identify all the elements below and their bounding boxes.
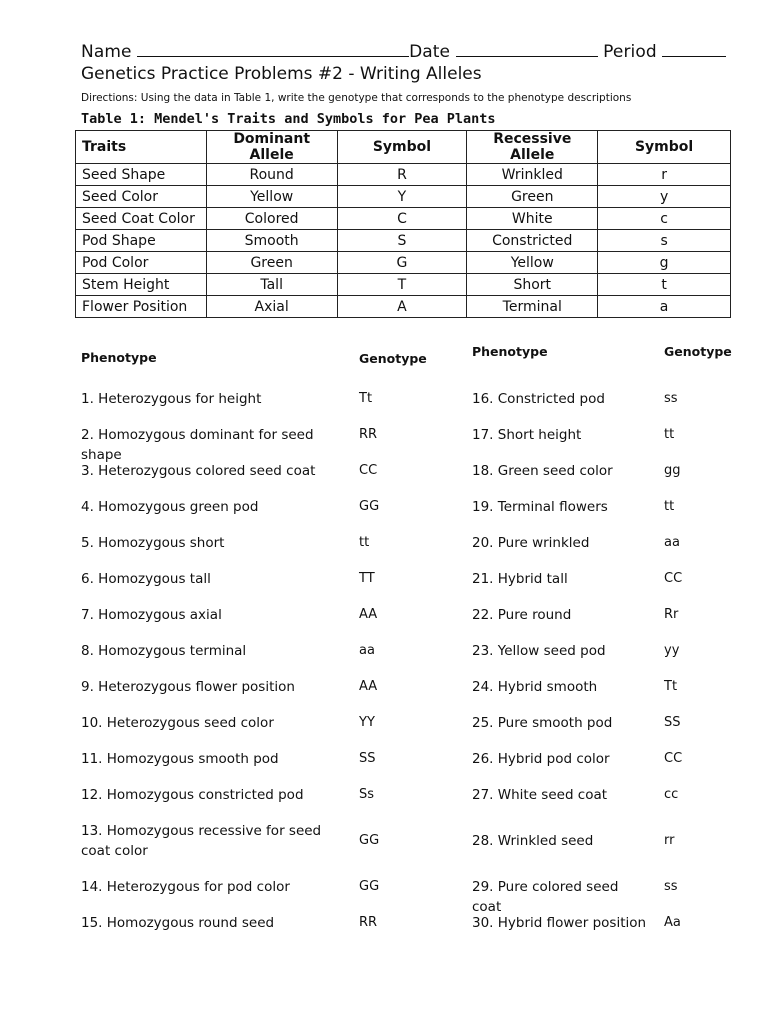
phenotype-description: 19. Terminal flowers — [472, 499, 608, 515]
genotype-answer[interactable]: SS — [664, 715, 681, 730]
phenotype-description: 11. Homozygous smooth pod — [81, 751, 279, 767]
student-info-line — [81, 38, 726, 62]
phenotype-description: 24. Hybrid smooth — [472, 679, 598, 695]
period-field[interactable] — [662, 38, 726, 57]
phenotype-description: 17. Short height — [472, 427, 582, 443]
table-cell: g — [598, 252, 731, 274]
genotype-answer[interactable]: GG — [359, 499, 380, 514]
genotype-answer[interactable]: gg — [664, 463, 681, 478]
genotype-answer[interactable]: RR — [359, 915, 378, 930]
table-cell: White — [467, 208, 598, 230]
genotype-answer[interactable]: tt — [359, 535, 370, 550]
table-row — [76, 186, 731, 208]
phenotype-description: 18. Green seed color — [472, 463, 613, 479]
table-cell: Y — [337, 186, 467, 208]
genotype-answer[interactable]: CC — [664, 571, 683, 586]
table-cell: Constricted — [467, 230, 598, 252]
table-cell: C — [337, 208, 467, 230]
genotype-answer[interactable]: Aa — [664, 915, 681, 930]
genotype-answer[interactable]: AA — [359, 607, 378, 622]
phenotype-description: 23. Yellow seed pod — [472, 643, 606, 659]
table-row — [76, 274, 731, 296]
table-cell: Seed Shape — [76, 164, 207, 186]
genotype-answer[interactable]: CC — [664, 751, 683, 766]
phenotype-description: 16. Constricted pod — [472, 391, 605, 407]
table-cell: Axial — [206, 296, 337, 318]
genotype-answer[interactable]: Tt — [664, 679, 678, 694]
phenotype-description: 12. Homozygous constricted pod — [81, 787, 304, 803]
phenotype-description: 7. Homozygous axial — [81, 607, 222, 623]
table-cell: Pod Shape — [76, 230, 207, 252]
table-cell: G — [337, 252, 467, 274]
table-header-cell: Recessive Allele — [467, 131, 598, 164]
table-cell: R — [337, 164, 467, 186]
genotype-answer[interactable]: cc — [664, 787, 679, 802]
genotype-answer[interactable]: SS — [359, 751, 376, 766]
phenotype-description: 13. Homozygous recessive for seed coat color — [81, 823, 322, 859]
genotype-answer[interactable]: yy — [664, 643, 680, 658]
phenotype-description: 14. Heterozygous for pod color — [81, 879, 290, 895]
phenotype-description: 5. Homozygous short — [81, 535, 225, 551]
genotype-answer[interactable]: ss — [664, 391, 678, 406]
phenotype-description: 21. Hybrid tall — [472, 571, 568, 587]
table-cell: Seed Coat Color — [76, 208, 207, 230]
table-cell: S — [337, 230, 467, 252]
date-field[interactable] — [456, 38, 598, 57]
table-header-cell: Symbol — [598, 131, 731, 164]
table-cell: Wrinkled — [467, 164, 598, 186]
table-cell: Terminal — [467, 296, 598, 318]
phenotype-description: 29. Pure colored seed coat — [472, 879, 619, 915]
table-header-cell: Traits — [76, 131, 207, 164]
table-caption: Table 1: Mendel's Traits and Symbols for Pea Plants — [81, 111, 496, 127]
table-header-cell: Symbol — [337, 131, 467, 164]
genotype-answer[interactable]: GG — [359, 879, 380, 894]
table-cell: r — [598, 164, 731, 186]
period-label: Period — [603, 42, 657, 62]
table-cell: Smooth — [206, 230, 337, 252]
traits-table — [75, 130, 731, 318]
phenotype-description: 22. Pure round — [472, 607, 572, 623]
genotype-answer[interactable]: aa — [664, 535, 680, 550]
table-cell: Stem Height — [76, 274, 207, 296]
genotype-column-header-right: Genotype — [664, 344, 732, 359]
genotype-column-header-left: Genotype — [359, 351, 427, 366]
genotype-answer[interactable]: YY — [359, 715, 375, 730]
phenotype-description: 9. Heterozygous flower position — [81, 679, 295, 695]
phenotype-description: 8. Homozygous terminal — [81, 643, 247, 659]
table-cell: Yellow — [206, 186, 337, 208]
phenotype-description: 30. Hybrid flower position — [472, 915, 647, 931]
table-cell: Green — [206, 252, 337, 274]
genotype-answer[interactable]: AA — [359, 679, 378, 694]
table-cell: Flower Position — [76, 296, 207, 318]
genotype-answer[interactable]: rr — [664, 833, 675, 848]
table-cell: Yellow — [467, 252, 598, 274]
table-cell: Pod Color — [76, 252, 207, 274]
genotype-answer[interactable]: tt — [664, 499, 675, 514]
page-title: Genetics Practice Problems #2 - Writing Alleles — [81, 64, 482, 84]
genotype-answer[interactable]: CC — [359, 463, 378, 478]
phenotype-description: 26. Hybrid pod color — [472, 751, 610, 767]
genotype-answer[interactable]: Rr — [664, 607, 679, 622]
table-row — [76, 208, 731, 230]
table-cell: t — [598, 274, 731, 296]
phenotype-description: 2. Homozygous dominant for seed shape — [81, 427, 314, 463]
phenotype-description: 4. Homozygous green pod — [81, 499, 259, 515]
phenotype-column-header-right: Phenotype — [472, 344, 548, 359]
phenotype-column-header-left: Phenotype — [81, 350, 157, 365]
genotype-answer[interactable]: Tt — [359, 391, 373, 406]
phenotype-description: 6. Homozygous tall — [81, 571, 211, 587]
table-cell: T — [337, 274, 467, 296]
table-row — [76, 164, 731, 186]
table-cell: A — [337, 296, 467, 318]
phenotype-description: 25. Pure smooth pod — [472, 715, 613, 731]
table-row — [76, 252, 731, 274]
genotype-answer[interactable]: ss — [664, 879, 678, 894]
phenotype-description: 3. Heterozygous colored seed coat — [81, 463, 316, 479]
phenotype-description: 15. Homozygous round seed — [81, 915, 275, 931]
table-header-row — [76, 131, 731, 164]
date-label: Date — [409, 42, 451, 62]
name-label: Name — [81, 42, 132, 62]
table-row — [76, 230, 731, 252]
table-cell: Short — [467, 274, 598, 296]
phenotype-description: 1. Heterozygous for height — [81, 391, 262, 407]
table-cell: c — [598, 208, 731, 230]
genotype-answer[interactable]: tt — [664, 427, 675, 442]
table-cell: Seed Color — [76, 186, 207, 208]
directions-text: Directions: Using the data in Table 1, write the genotype that corresponds to the phenotype descriptions — [81, 92, 632, 104]
phenotype-description: 10. Heterozygous seed color — [81, 715, 274, 731]
table-cell: y — [598, 186, 731, 208]
genotype-answer[interactable]: RR — [359, 427, 378, 442]
table-cell: Round — [206, 164, 337, 186]
phenotype-description: 20. Pure wrinkled — [472, 535, 590, 551]
table-cell: Green — [467, 186, 598, 208]
table-cell: s — [598, 230, 731, 252]
name-field[interactable] — [137, 38, 409, 57]
phenotype-description: 28. Wrinkled seed — [472, 833, 594, 849]
table-header-cell: Dominant Allele — [206, 131, 337, 164]
genotype-answer[interactable]: GG — [359, 833, 380, 848]
phenotype-description: 27. White seed coat — [472, 787, 608, 803]
genotype-answer[interactable]: Ss — [359, 787, 375, 802]
table-cell: a — [598, 296, 731, 318]
genotype-answer[interactable]: TT — [359, 571, 375, 586]
table-cell: Tall — [206, 274, 337, 296]
genotype-answer[interactable]: aa — [359, 643, 375, 658]
table-cell: Colored — [206, 208, 337, 230]
table-row — [76, 296, 731, 318]
